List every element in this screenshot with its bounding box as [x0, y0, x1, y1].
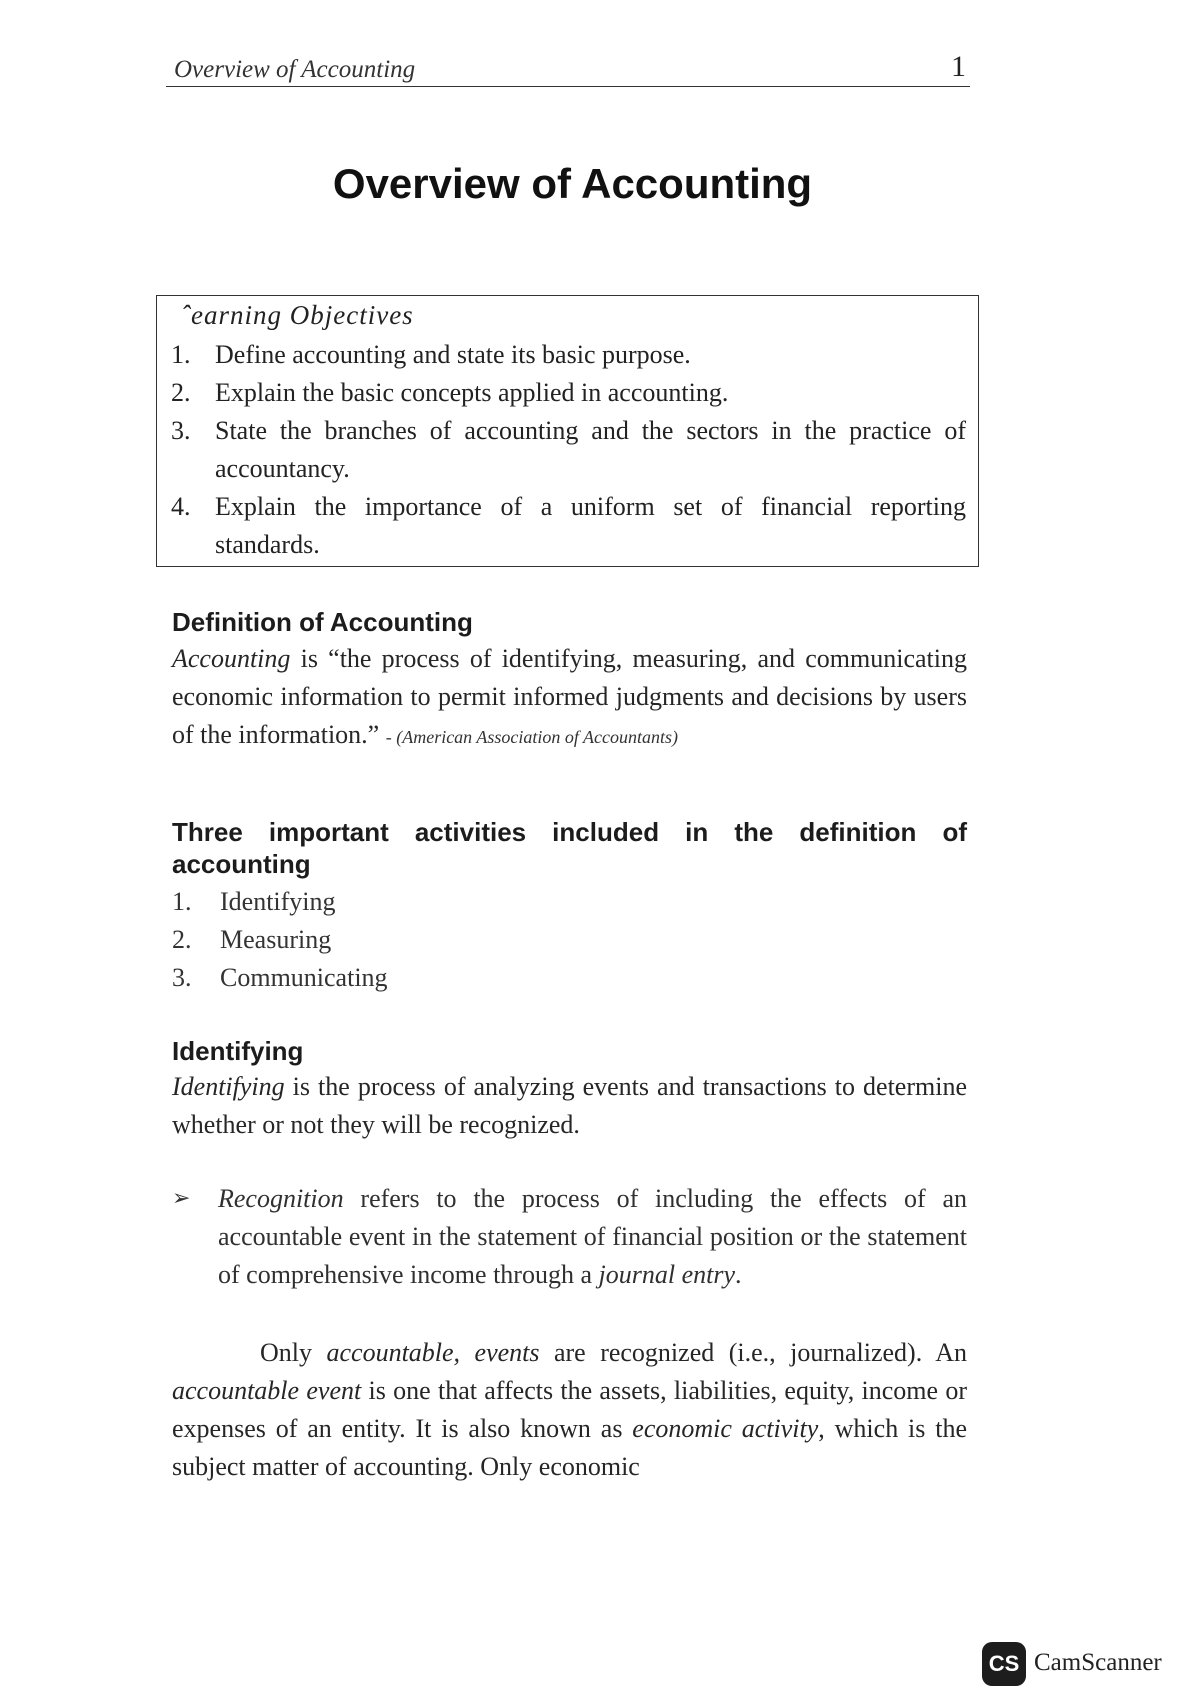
objective-number: 4.: [171, 492, 191, 521]
running-header: [166, 50, 970, 87]
definition-is: is: [300, 644, 318, 673]
learning-objectives-list: [171, 336, 966, 564]
learning-objectives-box: [156, 295, 979, 567]
objective-text: Explain the importance of a uniform set of financial reporting standards.: [215, 492, 966, 559]
activity-item: [172, 921, 388, 959]
recognition-body: refers to the process of including the effects of an accountable event in the statement of financial position or the statement of comprehensive income through a: [218, 1184, 968, 1289]
para-text-3: is one that affects the assets, liabilities, equity, income or expenses of an entity. It is also known as: [172, 1376, 967, 1443]
accountable-events-paragraph: [172, 1334, 967, 1486]
journal-entry-term: journal entry: [598, 1260, 735, 1289]
objective-number: 2.: [171, 378, 191, 407]
recognition-bullet: [172, 1180, 967, 1294]
definition-heading: Definition of Accounting: [172, 607, 473, 637]
objective-text: Define accounting and state its basic purpose.: [215, 340, 691, 369]
definition-paragraph: [172, 640, 967, 756]
objective-number: 3.: [171, 416, 191, 445]
identifying-text: is the process of analyzing events and transactions to determine whether or not they will be recognized.: [172, 1072, 967, 1139]
recognition-term: Recognition: [218, 1184, 344, 1213]
identifying-heading: Identifying: [172, 1036, 304, 1066]
objective-text: Explain the basic concepts applied in accounting.: [215, 378, 729, 407]
running-title: Overview of Accounting: [174, 56, 416, 83]
activity-text: Measuring: [220, 925, 332, 954]
objective-item: [171, 336, 966, 374]
recognition-text: [218, 1180, 967, 1294]
objective-item: [171, 374, 966, 412]
para-text-1: Only: [260, 1338, 312, 1367]
camscanner-text: CamScanner: [1034, 1649, 1162, 1676]
para-em-economic-activity: economic activity: [632, 1414, 819, 1443]
identifying-paragraph: [172, 1068, 967, 1144]
objective-item: [171, 412, 966, 488]
recognition-end: .: [735, 1260, 742, 1289]
chapter-title: Overview of Accounting: [332, 160, 813, 207]
definition-term: Accounting: [172, 644, 291, 673]
activity-item: [172, 959, 388, 997]
page-number: 1: [951, 50, 966, 83]
activity-item: [172, 883, 388, 921]
definition-citation: - (American Association of Accountants): [385, 727, 679, 747]
activities-list: [172, 883, 388, 997]
arrow-bullet-icon: ➢: [172, 1186, 191, 1211]
activity-number: 3.: [172, 963, 192, 992]
para-em-accountable-events: accountable, events: [326, 1338, 540, 1367]
learning-objectives-heading: ˆearning Objectives: [181, 300, 414, 330]
para-em-accountable-event: accountable event: [172, 1376, 362, 1405]
activity-text: Communicating: [220, 963, 388, 992]
objective-item: [171, 488, 966, 564]
objective-number: 1.: [171, 340, 191, 369]
activity-number: 1.: [172, 887, 192, 916]
activities-heading: Three important activities included in the definition of accounting: [172, 817, 967, 879]
para-text-4: , which is the subject matter of accounting. Only economic: [172, 1414, 967, 1481]
definition-quote: “the process of identifying, measuring, and communicating economic information to permit informed judgments and decisions by users of the information.”: [172, 644, 967, 749]
camscanner-logo-icon: CS: [982, 1642, 1026, 1686]
para-text-2: are recognized (i.e., journalized). An: [553, 1338, 968, 1367]
camscanner-watermark: [982, 1641, 1182, 1691]
identifying-term: Identifying: [172, 1072, 285, 1101]
objective-text: State the branches of accounting and the sectors in the practice of accountancy.: [215, 416, 966, 483]
activity-text: Identifying: [220, 887, 336, 916]
activity-number: 2.: [172, 925, 192, 954]
